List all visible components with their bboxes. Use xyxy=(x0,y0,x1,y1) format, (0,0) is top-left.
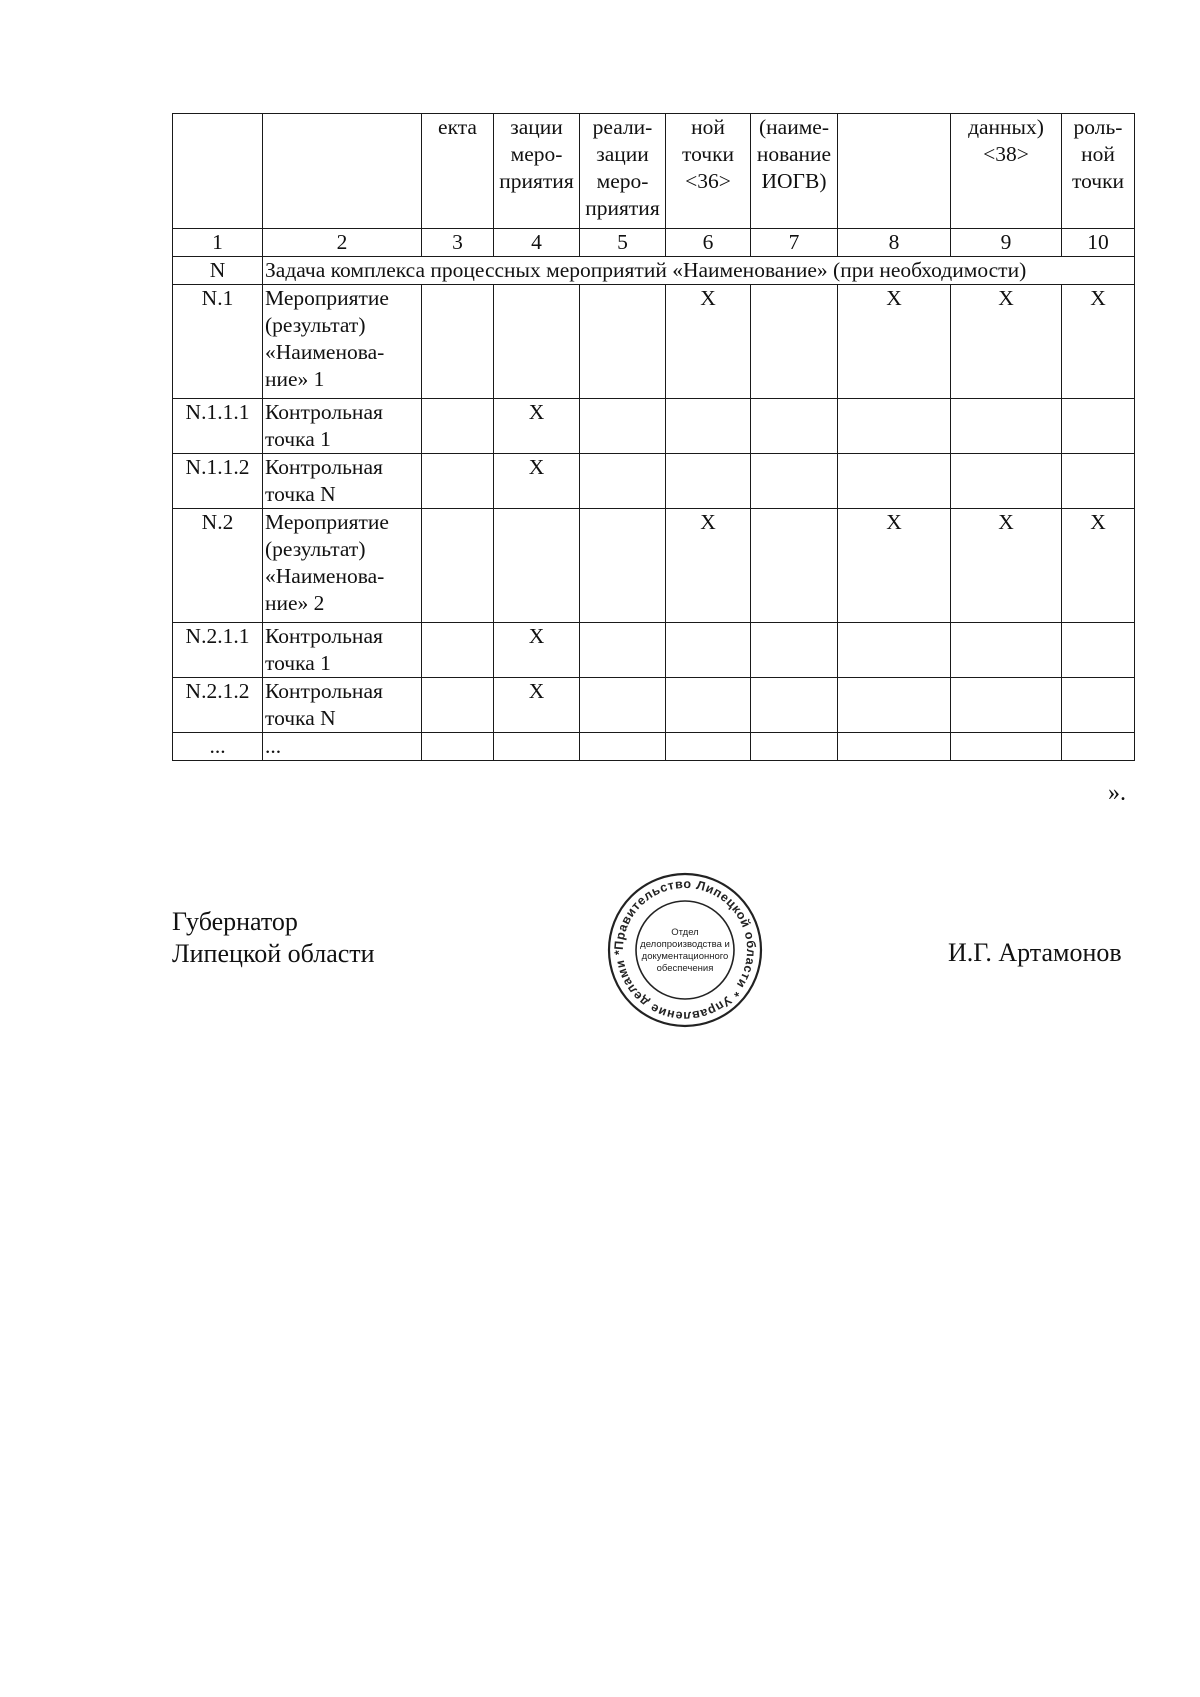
row-cell xyxy=(1062,623,1135,678)
header-cell xyxy=(263,114,422,229)
row-cell xyxy=(751,509,838,623)
row-cell xyxy=(751,678,838,733)
row-cell xyxy=(951,733,1062,761)
row-number: N.2.1.2 xyxy=(173,678,263,733)
row-cell xyxy=(580,678,666,733)
column-number: 9 xyxy=(951,229,1062,257)
activities-table xyxy=(172,113,1135,761)
table-row xyxy=(173,399,1135,454)
row-cell: X xyxy=(666,285,751,399)
header-cell: реали-зации меро-приятия xyxy=(580,114,666,229)
signatory-name: И.Г. Артамонов xyxy=(948,938,1122,967)
signatory-title xyxy=(172,906,375,970)
row-cell xyxy=(422,285,494,399)
header-cell: екта xyxy=(422,114,494,229)
column-number: 7 xyxy=(751,229,838,257)
column-number: 5 xyxy=(580,229,666,257)
row-cell xyxy=(838,399,951,454)
seal-inner-line: делопроизводства и xyxy=(640,939,730,950)
row-cell xyxy=(838,454,951,509)
table-row xyxy=(173,733,1135,761)
official-seal xyxy=(605,870,765,1030)
table-row xyxy=(173,454,1135,509)
column-number: 8 xyxy=(838,229,951,257)
row-number: N.1.1.2 xyxy=(173,454,263,509)
seal-inner-line: Отдел xyxy=(671,927,699,938)
column-number-row xyxy=(173,229,1135,257)
table-row xyxy=(173,623,1135,678)
row-cell xyxy=(580,623,666,678)
row-number: N.2.1.1 xyxy=(173,623,263,678)
row-cell xyxy=(751,399,838,454)
table-header-row xyxy=(173,114,1135,229)
row-cell xyxy=(666,399,751,454)
row-cell xyxy=(580,733,666,761)
table-body xyxy=(173,285,1135,761)
row-cell xyxy=(422,454,494,509)
column-number: 10 xyxy=(1062,229,1135,257)
row-cell xyxy=(422,399,494,454)
header-cell: ной точки <36> xyxy=(666,114,751,229)
row-cell: X xyxy=(494,678,580,733)
task-row xyxy=(173,257,1135,285)
column-number: 6 xyxy=(666,229,751,257)
row-cell xyxy=(666,454,751,509)
table-row xyxy=(173,678,1135,733)
row-number: ... xyxy=(173,733,263,761)
row-cell xyxy=(1062,678,1135,733)
row-name: ... xyxy=(263,733,422,761)
row-number: N.1 xyxy=(173,285,263,399)
header-cell: зации меро-приятия xyxy=(494,114,580,229)
row-cell xyxy=(494,509,580,623)
seal-inner-line: документационного xyxy=(641,951,729,962)
row-cell xyxy=(838,733,951,761)
row-number: N.1.1.1 xyxy=(173,399,263,454)
header-cell: (наиме-нование ИОГВ) xyxy=(751,114,838,229)
row-cell xyxy=(1062,454,1135,509)
task-title: Задача комплекса процессных мероприятий «Наименование» (при необходимости) xyxy=(263,257,1135,285)
row-cell xyxy=(838,678,951,733)
row-cell: X xyxy=(838,285,951,399)
row-cell: X xyxy=(838,509,951,623)
row-cell: X xyxy=(1062,285,1135,399)
row-cell xyxy=(580,285,666,399)
row-cell xyxy=(951,623,1062,678)
row-cell xyxy=(751,623,838,678)
table-row xyxy=(173,285,1135,399)
row-cell xyxy=(838,623,951,678)
header-cell xyxy=(838,114,951,229)
row-name: Контрольная точка 1 xyxy=(263,399,422,454)
task-number: N xyxy=(173,257,263,285)
header-cell: роль-ной точки xyxy=(1062,114,1135,229)
row-cell xyxy=(580,454,666,509)
row-number: N.2 xyxy=(173,509,263,623)
row-cell: X xyxy=(494,399,580,454)
row-cell: X xyxy=(666,509,751,623)
row-name: Контрольная точка N xyxy=(263,678,422,733)
row-name: Мероприятие (результат) «Наименова-ние» 1 xyxy=(263,285,422,399)
seal-inner-line: обеспечения xyxy=(656,963,714,974)
row-name: Мероприятие (результат) «Наименова-ние» 2 xyxy=(263,509,422,623)
row-cell: X xyxy=(951,285,1062,399)
header-cell: данных) <38> xyxy=(951,114,1062,229)
row-cell xyxy=(751,733,838,761)
row-cell xyxy=(666,733,751,761)
row-cell xyxy=(422,733,494,761)
row-cell xyxy=(422,623,494,678)
signatory-title-line-1: Губернатор xyxy=(172,907,298,936)
column-number: 2 xyxy=(263,229,422,257)
row-cell: X xyxy=(951,509,1062,623)
row-cell xyxy=(580,399,666,454)
row-cell xyxy=(1062,399,1135,454)
row-cell xyxy=(666,623,751,678)
column-number: 1 xyxy=(173,229,263,257)
row-cell xyxy=(951,399,1062,454)
row-cell xyxy=(751,285,838,399)
row-cell: X xyxy=(1062,509,1135,623)
column-number: 3 xyxy=(422,229,494,257)
row-cell: X xyxy=(494,454,580,509)
table-row xyxy=(173,509,1135,623)
closing-quote: ». xyxy=(1108,780,1126,806)
row-cell xyxy=(422,509,494,623)
row-cell xyxy=(580,509,666,623)
row-cell xyxy=(951,454,1062,509)
row-name: Контрольная точка 1 xyxy=(263,623,422,678)
row-cell xyxy=(751,454,838,509)
row-cell xyxy=(666,678,751,733)
row-cell: X xyxy=(494,623,580,678)
row-cell xyxy=(422,678,494,733)
row-name: Контрольная точка N xyxy=(263,454,422,509)
row-cell xyxy=(1062,733,1135,761)
svg-text:Правительство Липецкой области: Правительство Липецкой области * Управление делами * xyxy=(611,876,759,1024)
column-number: 4 xyxy=(494,229,580,257)
row-cell xyxy=(494,285,580,399)
signatory-title-line-2: Липецкой области xyxy=(172,939,375,968)
header-cell xyxy=(173,114,263,229)
row-cell xyxy=(494,733,580,761)
row-cell xyxy=(951,678,1062,733)
